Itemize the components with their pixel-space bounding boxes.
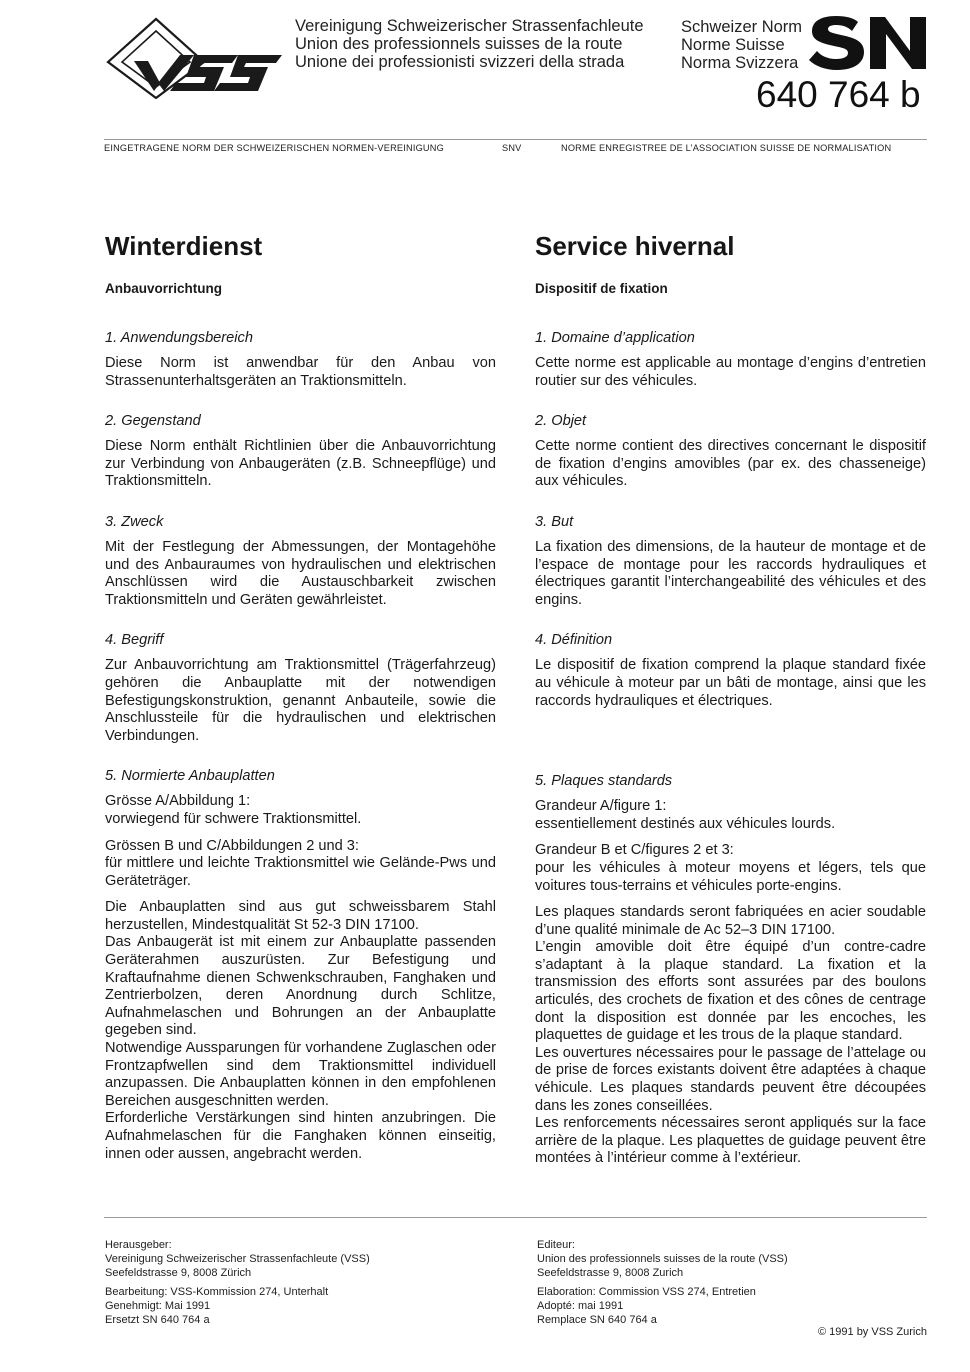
publisher-label-fr: Editeur: bbox=[537, 1239, 575, 1251]
norm-label-fr: Norme Suisse bbox=[681, 36, 785, 54]
sn-mark-logo bbox=[808, 16, 928, 70]
section-heading-fr-1: 1. Domaine d’application bbox=[535, 330, 695, 346]
editing-fr: Elaboration: Commission VSS 274, Entretien bbox=[537, 1285, 756, 1298]
association-name-it: Unione dei professionisti svizzeri della strada bbox=[295, 53, 625, 71]
registration-text-fr: NORME ENREGISTREE DE L’ASSOCIATION SUISSE DE NORMALISATION bbox=[561, 143, 892, 153]
footer-german bbox=[105, 1238, 465, 1327]
approved-fr: Adopté: mai 1991 bbox=[537, 1299, 624, 1312]
section-text-de-5c: Die Anbauplatten sind aus gut schweissbarem Stahl herzustellen, Mindestqualität St 52-3 DIN 17100. Das Anbaugerät ist mit einem zur Anbauplatte passenden Geräterahmen auszurüsten. Zur Befestigung und Kraftaufnahme dienen Schwenkschrauben, Fanghaken und Zentrierbolzen, deren Anordnung durch Schlitze, Aufnahmelaschen und Bohrungen an der Anbauplatte gegeben sind. Notwendige Aussparungen für vorhandene Zuglaschen oder Frontzapfwellen sind dem Traktionsmittel individuell anzupassen. Die Anbauplatten können in den empfohlenen Bereichen ausgeschnitten werden. Erforderliche Verstärkungen sind hinten anzubringen. Die Aufnahmelaschen für die Fanghaken können einseitig, innen oder aussen, angebracht werden. bbox=[105, 899, 496, 1162]
publisher-name-fr: Union des professionnels suisses de la route (VSS) bbox=[537, 1253, 788, 1266]
association-name-fr: Union des professionnels suisses de la route bbox=[295, 35, 623, 53]
vss-logo bbox=[104, 17, 284, 99]
publisher-name-de: Vereinigung Schweizerischer Strassenfachleute (VSS) bbox=[105, 1253, 370, 1266]
association-names bbox=[295, 17, 644, 71]
section-heading-fr-5: 5. Plaques standards bbox=[535, 773, 673, 790]
replaces-de: Ersetzt SN 640 764 a bbox=[105, 1314, 210, 1327]
section-text-fr-5b: Grandeur B et C/figures 2 et 3: pour les véhicules à moteur moyens et légers, tels que voitures tous-terrains et véhicules porte-engins. bbox=[535, 842, 926, 894]
section-text-fr-1: Cette norme est applicable au montage d’engins d’entretien routier sur des véhicules. bbox=[535, 355, 926, 389]
publisher-address-de: Seefeldstrasse 9, 8008 Zürich bbox=[105, 1267, 252, 1280]
section-text-fr-2: Cette norme contient des directives concernant le dispositif de fixation d’engins amovibles (par ex. des chasseneige) aux véhicules. bbox=[535, 438, 926, 490]
section-text-de-1: Diese Norm ist anwendbar für den Anbau von Strassenunterhaltsgeräten an Traktionsmitteln. bbox=[105, 355, 496, 389]
title-fr: Service hivernal bbox=[535, 231, 735, 261]
section-text-fr-5c: Les plaques standards seront fabriquées en acier soudable d’une qualité minimale de Ac 52–3 DIN 17100. L’engin amovible doit être équipé d’un contre-cadre s’adaptant à la plaque standard. La fixation et la transmission des efforts sont assurées par des boulons articulés, des crochets de fixation et des cônes de centrage dont la disposition est donnée par les encoches, les plaquettes de guidage et les trous de la plaque standard. Les ouvertures nécessaires pour le passage de l’attelage ou de prise de forces existants doivent être adaptées à chaque véhicule. Les plaques standards peuvent être découpées dans les zones conseillées. Les renforcements nécessaires seront appliqués sur la face arrière de la plaque. Les plaquettes de guidage peuvent être montées à l’intérieur comme à l’extérieur. bbox=[535, 904, 926, 1167]
section-heading-fr-2: 2. Objet bbox=[535, 413, 587, 430]
subtitle-fr: Dispositif de fixation bbox=[535, 281, 668, 296]
section-heading-de-4: 4. Begriff bbox=[105, 632, 164, 649]
section-heading-de-2: 2. Gegenstand bbox=[105, 413, 201, 430]
section-heading-de-3: 3. Zweck bbox=[105, 513, 164, 530]
norm-label-it: Norma Svizzera bbox=[681, 54, 799, 72]
title-de: Winterdienst bbox=[105, 231, 263, 261]
footer-rule bbox=[104, 1217, 927, 1218]
section-text-fr-4: Le dispositif de fixation comprend la plaque standard fixée au véhicule à moteur par un bâti de montage, ainsi que les raccords hydrauliques et électriques. bbox=[535, 657, 926, 709]
publisher-label-de: Herausgeber: bbox=[105, 1239, 172, 1251]
section-text-fr-3: La fixation des dimensions, de la hauteur de montage et de l’espace de montage pour les raccords hydrauliques et électriques garantit l’interchangeabilité des véhicules et des engins. bbox=[535, 538, 926, 608]
section-text-de-2: Diese Norm enthält Richtlinien über die Anbauvorrichtung zur Verbindung von Anbaugeräten (z.B. Schneepflüge) und Traktionsmitteln. bbox=[105, 438, 496, 490]
section-heading-fr-4: 4. Définition bbox=[535, 632, 613, 649]
registration-text-de: EINGETRAGENE NORM DER SCHWEIZERISCHEN NORMEN-VEREINIGUNG bbox=[104, 143, 444, 153]
norm-labels bbox=[681, 18, 802, 72]
editing-de: Bearbeitung: VSS-Kommission 274, Unterhalt bbox=[105, 1285, 329, 1298]
subtitle-de: Anbauvorrichtung bbox=[105, 281, 222, 296]
approved-de: Genehmigt: Mai 1991 bbox=[105, 1299, 211, 1312]
section-text-de-3: Mit der Festlegung der Abmessungen, der Montagehöhe und des Anbauraumes von hydraulischen und elektrischen Anschlüssen wird die Austauschbarkeit zwischen Traktionsmitteln und Geräten gewährleistet. bbox=[105, 538, 496, 608]
replaces-fr: Remplace SN 640 764 a bbox=[537, 1314, 657, 1327]
section-text-de-5a: Grösse A/Abbildung 1: vorwiegend für schwere Traktionsmittel. bbox=[105, 793, 362, 827]
section-text-de-4: Zur Anbauvorrichtung am Traktionsmittel (Trägerfahrzeug) gehören die Anbauplatte mit der notwendigen Befestigungskonstruktion, genannt Anbauteile, sowie die Anschlussteile für die hydraulischen und elektrischen Verbindungen. bbox=[105, 657, 496, 744]
column-french bbox=[535, 228, 926, 1168]
norm-label-de: Schweizer Norm bbox=[681, 18, 803, 36]
publisher-address-fr: Seefeldstrasse 9, 8008 Zurich bbox=[537, 1267, 684, 1280]
header-rule bbox=[104, 139, 927, 140]
section-heading-de-5: 5. Normierte Anbauplatten bbox=[105, 768, 275, 785]
registration-snv: SNV bbox=[502, 143, 522, 153]
section-text-fr-5a: Grandeur A/figure 1: essentiellement destinés aux véhicules lourds. bbox=[535, 798, 836, 832]
section-heading-de-1: 1. Anwendungsbereich bbox=[105, 330, 253, 346]
norm-number: 640 764 b bbox=[756, 74, 921, 115]
section-heading-fr-3: 3. But bbox=[535, 513, 574, 530]
copyright: © 1991 by VSS Zurich bbox=[818, 1326, 927, 1338]
association-name-de: Vereinigung Schweizerischer Strassenfachleute bbox=[295, 17, 644, 35]
column-german bbox=[105, 228, 496, 1163]
footer-french bbox=[537, 1238, 897, 1327]
section-text-de-5b: Grössen B und C/Abbildungen 2 und 3: für mittlere und leichte Traktionsmittel wie Gelände-Pws und Geräteträger. bbox=[105, 837, 496, 889]
